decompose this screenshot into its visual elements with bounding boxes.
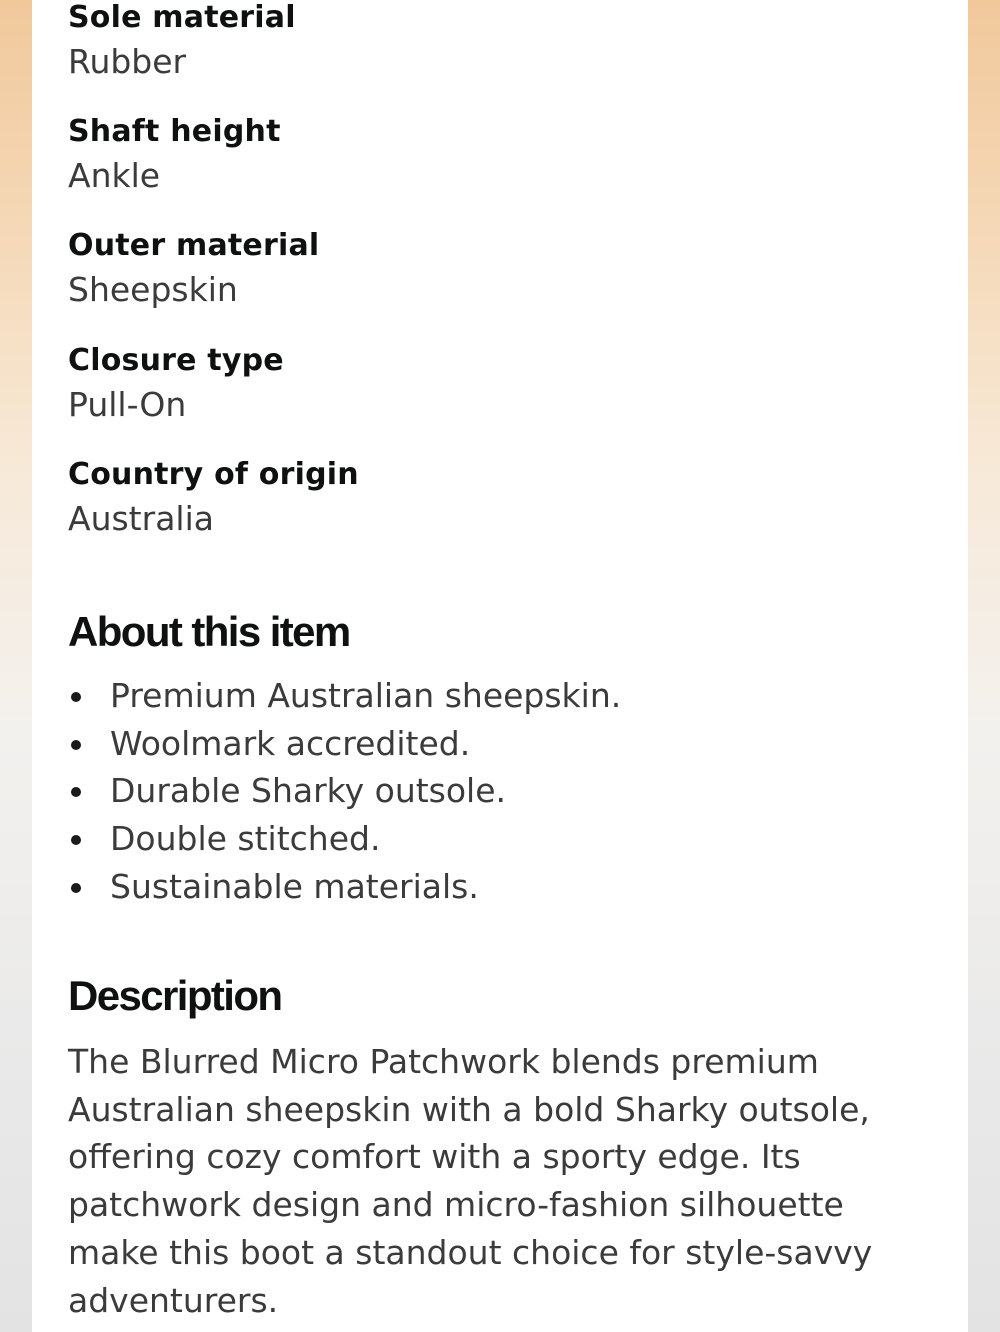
list-item	[68, 815, 621, 863]
spec-label: Outer material	[68, 228, 320, 263]
list-item	[68, 767, 621, 815]
bullet-icon	[71, 787, 81, 797]
list-item	[68, 863, 621, 911]
bullet-icon	[71, 692, 81, 702]
spec-label: Country of origin	[68, 457, 359, 492]
description-text: The Blurred Micro Patchwork blends premium Australian sheepskin with a bold Sharky outsole, offering cozy comfort with a sporty edge. Its patchwork design and micro-fashion silhouette make this boot a standout choice for style-savvy adventurers.	[68, 1042, 873, 1320]
list-item	[68, 672, 621, 720]
spec-label: Sole material	[68, 0, 296, 35]
bullet-icon	[71, 740, 81, 750]
spec-sole-material	[68, 0, 296, 84]
about-bullet-list	[68, 672, 621, 911]
spec-label: Closure type	[68, 343, 284, 378]
bullet-text: Double stitched.	[110, 819, 381, 859]
about-this-item-heading: About this item	[68, 608, 350, 655]
spec-value: Australia	[68, 499, 214, 538]
spec-outer-material	[68, 228, 319, 312]
spec-value: Ankle	[68, 156, 161, 195]
spec-closure-type	[68, 343, 284, 427]
bullet-text: Woolmark accredited.	[110, 723, 471, 763]
spec-label: Shaft height	[68, 114, 281, 149]
bullet-icon	[71, 835, 81, 845]
bullet-text: Sustainable materials.	[110, 866, 479, 906]
bullet-text: Durable Sharky outsole.	[110, 771, 507, 811]
list-item	[68, 720, 621, 768]
bullet-icon	[71, 883, 81, 893]
spec-shaft-height	[68, 114, 281, 198]
spec-country-of-origin	[68, 457, 359, 541]
spec-value: Pull-On	[68, 385, 187, 424]
spec-value: Rubber	[68, 42, 187, 81]
bullet-text: Premium Australian sheepskin.	[110, 676, 622, 715]
spec-value: Sheepskin	[68, 270, 238, 309]
description-heading: Description	[68, 972, 282, 1019]
product-details-card	[32, 0, 968, 1332]
